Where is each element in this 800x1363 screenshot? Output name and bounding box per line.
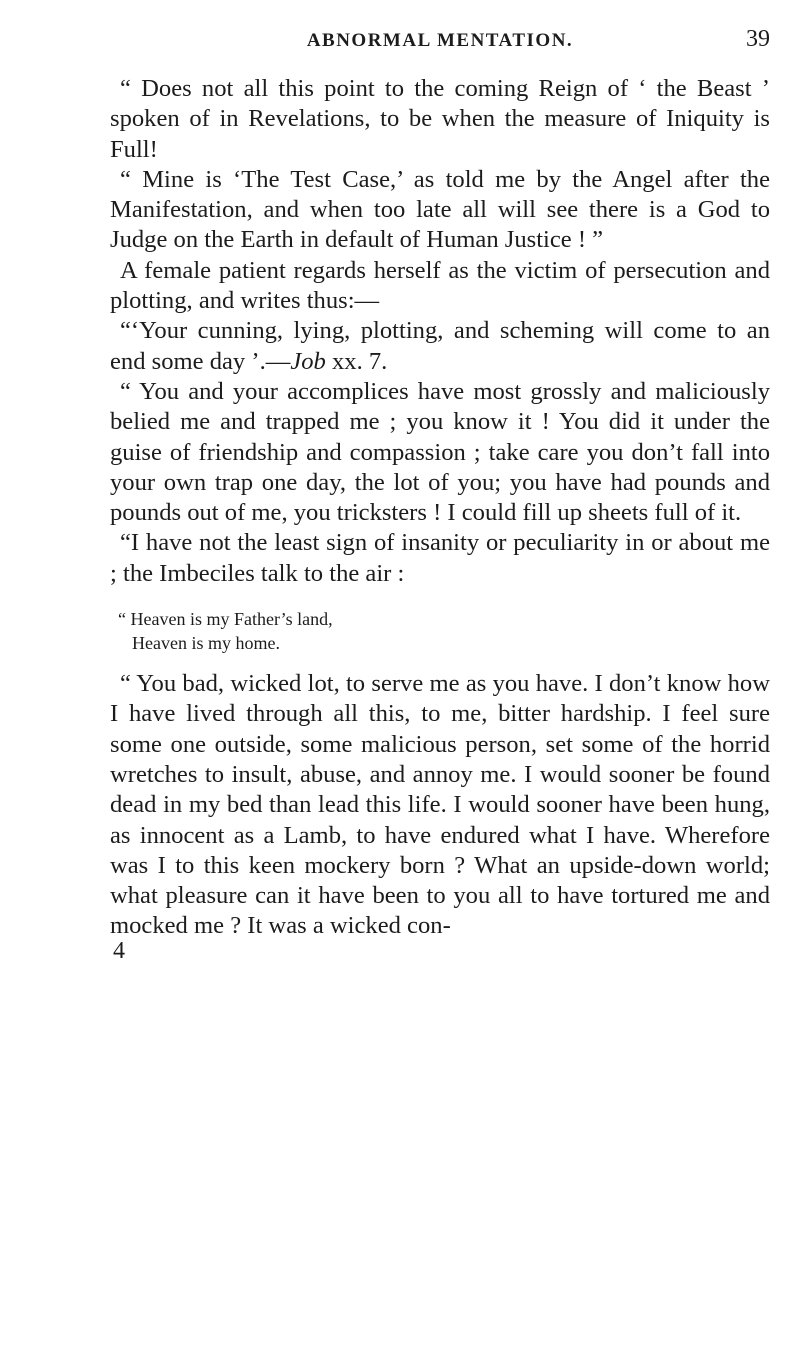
- verse-line: Heaven is my home.: [132, 633, 280, 654]
- running-head: ABNORMAL MENTATION.: [306, 30, 574, 51]
- paragraph: “I have not the least sign of insanity or peculiarity in or about me ; the Imbeciles talk to the air :: [110, 529, 770, 587]
- verse-line: “ Heaven is my Father’s land,: [118, 609, 333, 630]
- quote-paragraph: [110, 316, 770, 377]
- body-text: [110, 74, 770, 965]
- citation: Job: [290, 347, 326, 375]
- page-header: [110, 26, 770, 74]
- paragraph: A female patient regards herself as the victim of persecution and plotting, and writes thus:—: [110, 256, 770, 315]
- paragraph: “ Does not all this point to the coming Reign of ‘ the Beast ’ spoken of in Revelations, to be when the measure of Iniquity is Full!: [110, 75, 770, 163]
- paragraph: “ Mine is ‘The Test Case,’ as told me by the Angel after the Manifestation, and when too late all will see there is a God to Judge on the Earth in default of Human Justice ! ”: [110, 165, 770, 254]
- quote-text: “‘Your cunning, lying, plotting, and scheming will come to an end some day ’.—: [110, 317, 770, 375]
- paragraph: “ You bad, wicked lot, to serve me as you have. I don’t know how I have lived through all this, to me, bitter hardship. I feel sure some one outside, some malicious person, set some of the horrid wretches to insult, abuse, and annoy me. I would sooner be found dead in my bed than lead this life. I would sooner have been hung, as innocent as a Lamb, to have endured what I have. Wherefore was I to this keen mockery born ? What an upside-down world; what pleasure can it have been to you all to have tortured me and mocked me ? It was a wicked con-: [110, 670, 770, 940]
- book-page: [110, 26, 770, 965]
- citation-ref: xx. 7.: [325, 347, 388, 375]
- verse-quote: [110, 607, 770, 655]
- signature-mark: 4: [113, 937, 125, 964]
- page-number: 39: [746, 26, 770, 52]
- paragraph: “ You and your accomplices have most grossly and maliciously belied me and trapped me ; you know it ! You did it under the guise of friendship and compassion ; take care you don’t fall into your own trap one day, the lot of you; you have had pounds and pounds out of me, you tricksters ! I could fill up sheets full of it.: [110, 377, 770, 527]
